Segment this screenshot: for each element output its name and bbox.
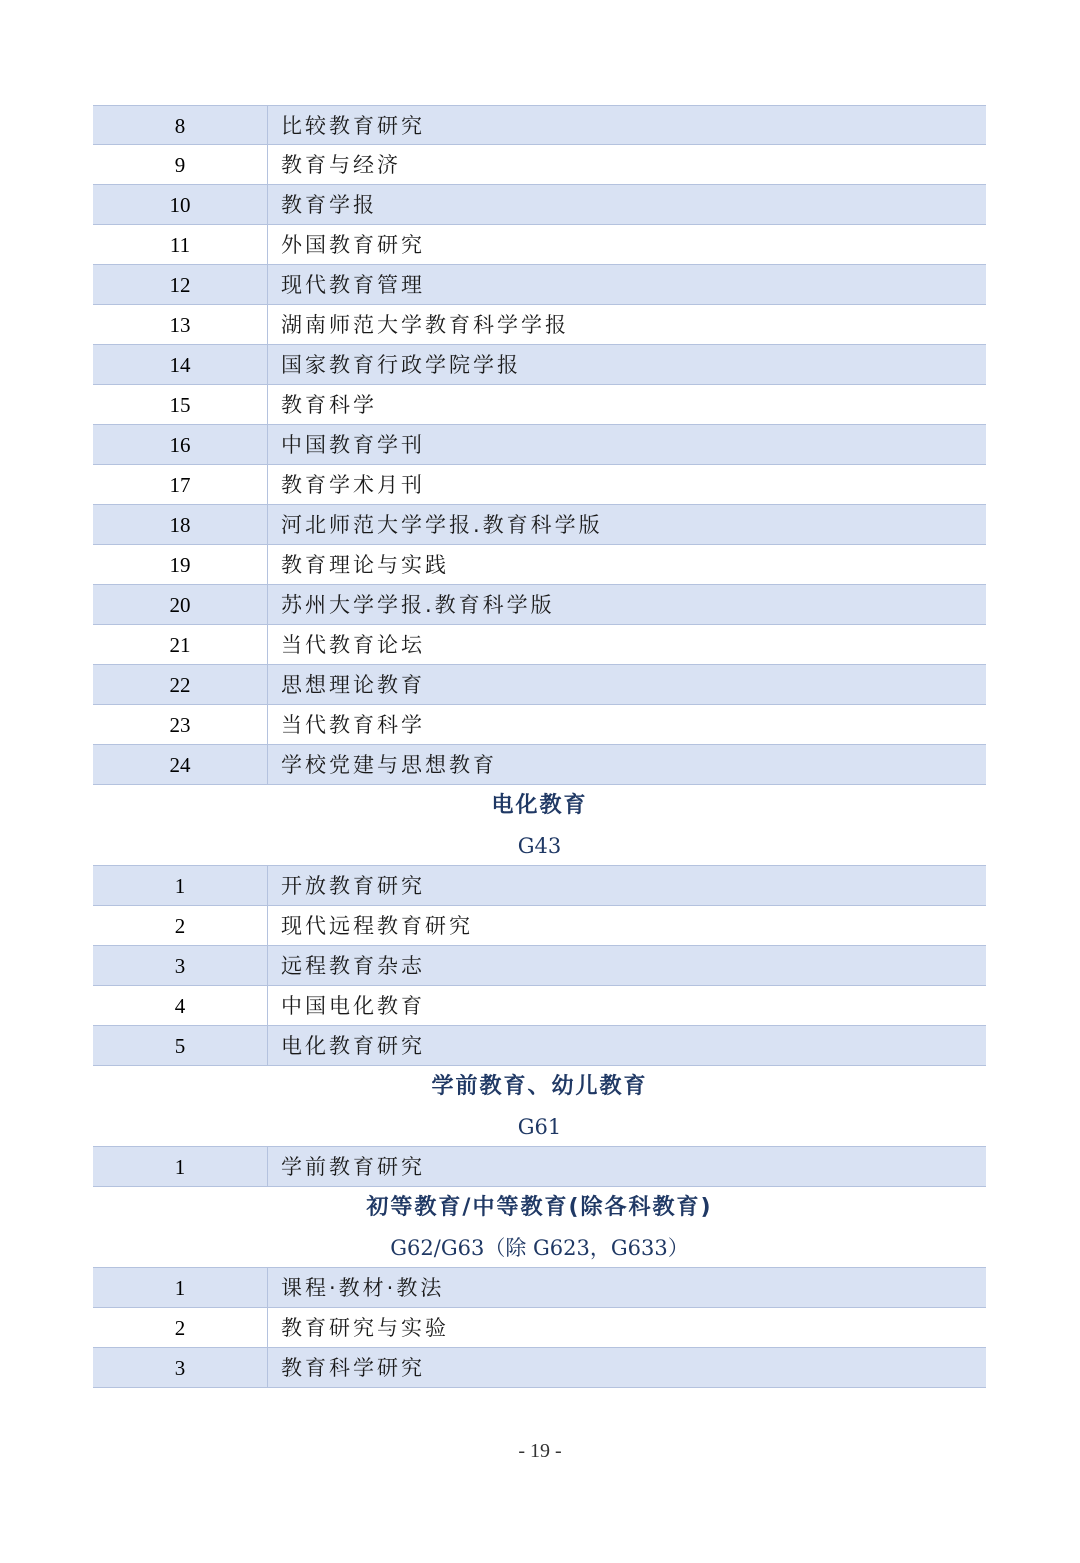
row-number: 12 bbox=[93, 265, 268, 304]
journal-name: 教育学报 bbox=[281, 193, 377, 217]
section-title-preschool: 学前教育、幼儿教育 bbox=[431, 1074, 648, 1099]
journal-name: 教育科学 bbox=[281, 393, 377, 417]
table-row bbox=[93, 745, 986, 785]
table-row bbox=[93, 946, 986, 986]
table-row bbox=[93, 705, 986, 745]
row-number: 19 bbox=[93, 545, 268, 584]
journal-name: 教育科学研究 bbox=[281, 1356, 425, 1380]
journal-name: 教育学术月刊 bbox=[281, 473, 425, 497]
journal-name: 苏州大学学报.教育科学版 bbox=[281, 593, 555, 617]
row-number: 24 bbox=[93, 745, 268, 784]
journal-name: 外国教育研究 bbox=[281, 233, 425, 257]
row-number: 1 bbox=[93, 1268, 268, 1307]
table-row bbox=[93, 305, 986, 345]
journal-list bbox=[93, 105, 986, 1388]
table-row bbox=[93, 906, 986, 946]
table-row bbox=[93, 385, 986, 425]
journal-name: 现代远程教育研究 bbox=[281, 914, 473, 938]
journal-name: 国家教育行政学院学报 bbox=[281, 353, 521, 377]
section-code-audiovisual: G43 bbox=[93, 826, 986, 866]
table-row bbox=[93, 585, 986, 625]
table-row bbox=[93, 1268, 986, 1308]
row-number: 21 bbox=[93, 625, 268, 664]
row-number: 8 bbox=[93, 106, 268, 144]
table-row bbox=[93, 866, 986, 906]
table-row bbox=[93, 1147, 986, 1187]
table-row bbox=[93, 505, 986, 545]
table-row bbox=[93, 265, 986, 305]
table-row bbox=[93, 986, 986, 1026]
row-number: 1 bbox=[93, 1147, 268, 1186]
table-row bbox=[93, 225, 986, 265]
row-number: 11 bbox=[93, 225, 268, 264]
journal-name: 教育理论与实践 bbox=[281, 553, 449, 577]
section-title-primary-secondary: 初等教育/中等教育(除各科教育) bbox=[366, 1195, 713, 1220]
row-number: 5 bbox=[93, 1026, 268, 1065]
section-title-audiovisual: 电化教育 bbox=[491, 793, 588, 818]
journal-name: 比较教育研究 bbox=[281, 114, 425, 138]
table-row bbox=[93, 625, 986, 665]
row-number: 3 bbox=[93, 946, 268, 985]
row-number: 1 bbox=[93, 866, 268, 905]
row-number: 16 bbox=[93, 425, 268, 464]
table-section-2 bbox=[93, 866, 986, 1066]
journal-name: 当代教育论坛 bbox=[281, 633, 425, 657]
journal-name: 教育研究与实验 bbox=[281, 1316, 449, 1340]
table-row bbox=[93, 145, 986, 185]
table-row bbox=[93, 105, 986, 145]
table-row bbox=[93, 1308, 986, 1348]
row-number: 20 bbox=[93, 585, 268, 624]
journal-name: 远程教育杂志 bbox=[281, 954, 425, 978]
row-number: 23 bbox=[93, 705, 268, 744]
row-number: 4 bbox=[93, 986, 268, 1025]
journal-name: 湖南师范大学教育科学学报 bbox=[281, 313, 569, 337]
journal-name: 现代教育管理 bbox=[281, 273, 425, 297]
page-number: - 19 - bbox=[518, 1440, 562, 1462]
journal-name: 当代教育科学 bbox=[281, 713, 425, 737]
journal-name: 学前教育研究 bbox=[281, 1155, 425, 1179]
row-number: 15 bbox=[93, 385, 268, 424]
table-section-1 bbox=[93, 105, 986, 785]
row-number: 9 bbox=[93, 145, 268, 184]
row-number: 17 bbox=[93, 465, 268, 504]
journal-name: 中国教育学刊 bbox=[281, 433, 425, 457]
table-row bbox=[93, 545, 986, 585]
journal-name: 教育与经济 bbox=[281, 153, 401, 177]
row-number: 2 bbox=[93, 1308, 268, 1347]
row-number: 18 bbox=[93, 505, 268, 544]
journal-name: 思想理论教育 bbox=[281, 673, 425, 697]
section-code-preschool: G61 bbox=[93, 1107, 986, 1147]
table-section-3 bbox=[93, 1147, 986, 1187]
journal-name: 学校党建与思想教育 bbox=[281, 753, 497, 777]
table-row bbox=[93, 665, 986, 705]
journal-name: 中国电化教育 bbox=[281, 994, 425, 1018]
section-code-primary-secondary: G62/G63（除 G623，G633） bbox=[93, 1228, 986, 1268]
journal-name: 课程·教材·教法 bbox=[281, 1276, 445, 1300]
table-row bbox=[93, 465, 986, 505]
row-number: 10 bbox=[93, 185, 268, 224]
row-number: 13 bbox=[93, 305, 268, 344]
journal-name: 电化教育研究 bbox=[281, 1034, 425, 1058]
table-row bbox=[93, 345, 986, 385]
row-number: 14 bbox=[93, 345, 268, 384]
table-row bbox=[93, 425, 986, 465]
row-number: 3 bbox=[93, 1348, 268, 1387]
journal-name: 开放教育研究 bbox=[281, 874, 425, 898]
row-number: 2 bbox=[93, 906, 268, 945]
table-row bbox=[93, 1348, 986, 1388]
row-number: 22 bbox=[93, 665, 268, 704]
journal-name: 河北师范大学学报.教育科学版 bbox=[281, 513, 603, 537]
table-row bbox=[93, 185, 986, 225]
table-section-4 bbox=[93, 1268, 986, 1388]
table-row bbox=[93, 1026, 986, 1066]
